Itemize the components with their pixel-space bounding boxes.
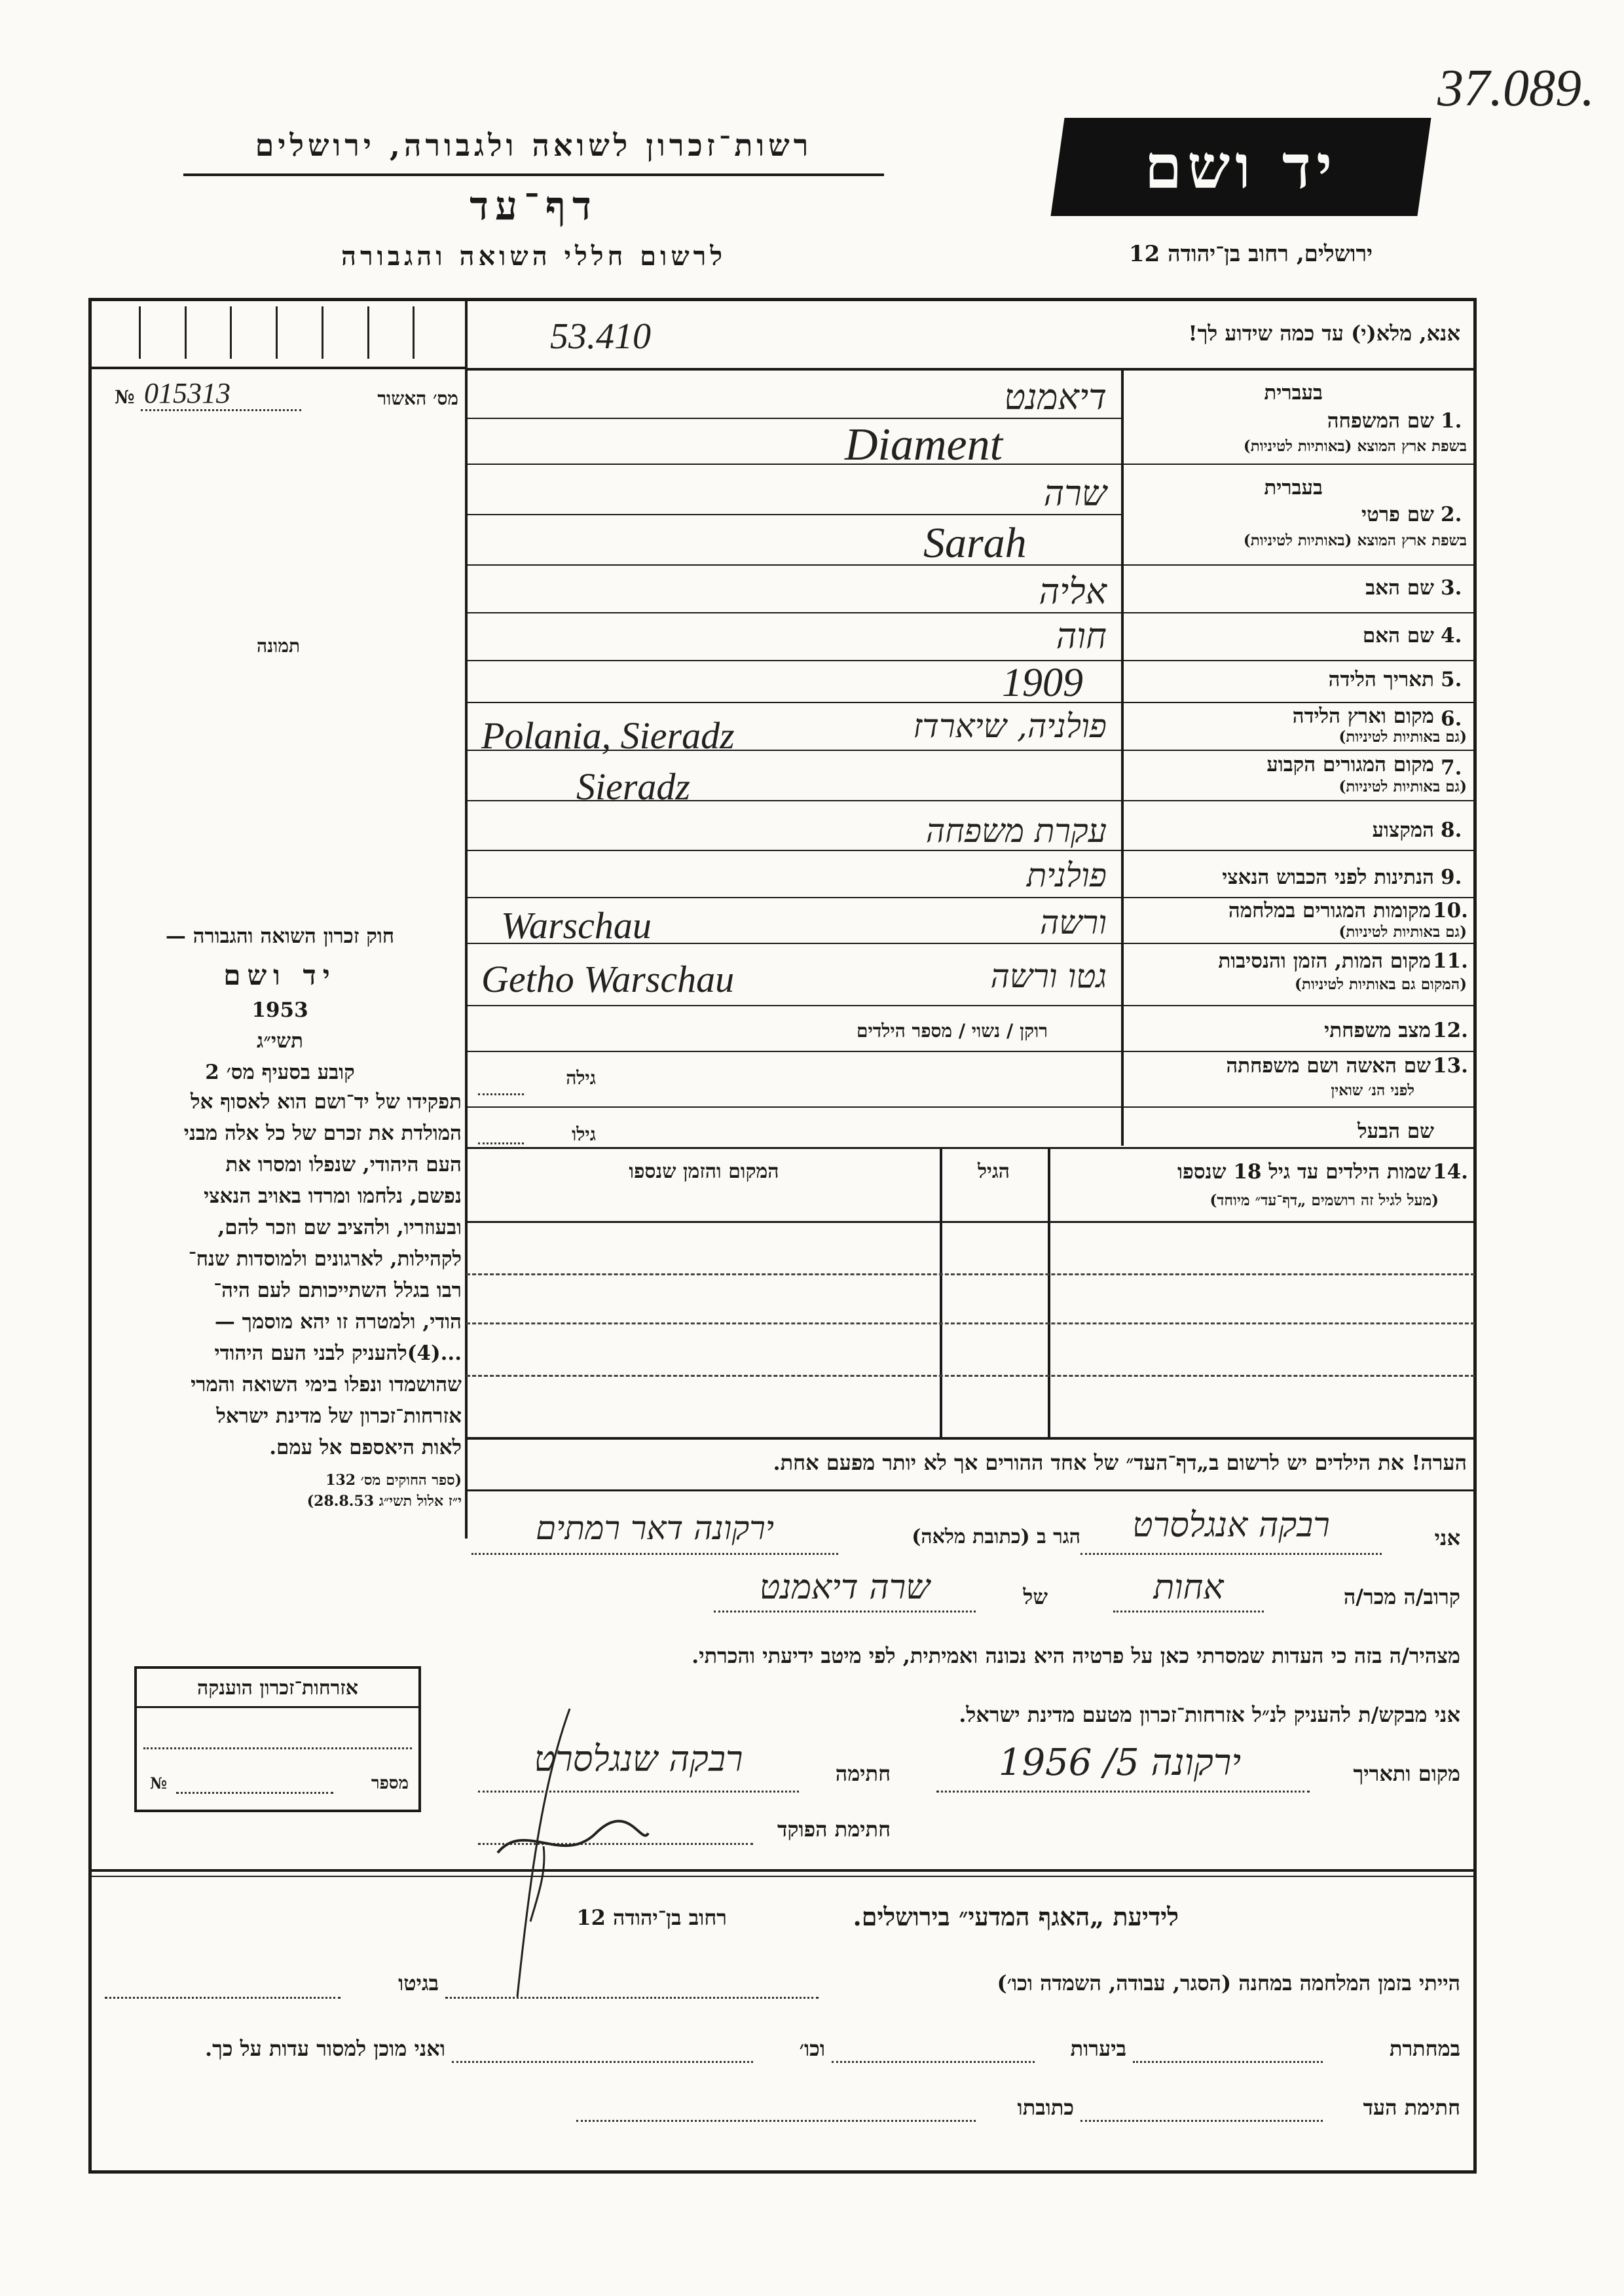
law-clause: קובע בסעיף מס׳ 2 (205, 1061, 355, 1084)
spouse-note: לפני הנ׳ שואין (1331, 1082, 1414, 1099)
citizenship-title: אזרחות־זכרון הוענקה (137, 1669, 418, 1708)
law-line: תפקידו של יד־ושם הוא לאסוף אל (191, 1090, 462, 1114)
children-note: (מעל לגיל זה רושמים „דף־עד״ מיוחד) (1209, 1192, 1439, 1209)
law-year: 1953 (251, 998, 308, 1022)
label-column-divider (1121, 370, 1124, 1146)
place-date-label: מקום ותאריך (1353, 1761, 1460, 1786)
value-residence-latin: Sieradz (576, 765, 690, 808)
underground-label: במחתרת (1389, 2036, 1460, 2061)
value-mother: חוה (1056, 615, 1107, 657)
form-left-border (88, 298, 92, 2174)
value-occupation: עקרת משפחה (925, 812, 1107, 850)
camp-line-label: הייתי בזמן המלחמה במחנה (הסגר, עבודה, השמדה וכו׳) (997, 1971, 1460, 1995)
address: ירושלים, רחוב בן־יהודה 12 (1128, 241, 1373, 267)
law-line: שהושמדו ונפלו בימי השואה והמרי (191, 1373, 462, 1396)
law-line: המולדת את זכרם של כל אלה מבני (183, 1121, 462, 1145)
value-first-name-latin: Sarah (923, 519, 1027, 567)
children-col-divider (1048, 1149, 1050, 1437)
approval-label: מס׳ האשור (377, 388, 458, 409)
latin-note: (גם באותיות לטיניות) (1338, 923, 1467, 941)
number-sign: № (150, 1774, 168, 1793)
label-last-name: שם המשפחה (1327, 409, 1434, 433)
latin-note: (גם באותיות לטיניות) (1338, 778, 1467, 795)
place-date: ירקונה 5/ 1956 (998, 1741, 1242, 1784)
origin-language-note: בשפת ארץ המוצא (באותיות לטיניות) (1243, 437, 1467, 455)
declaration-statement: מצהיר/ה בזה כי העדות שמסרתי כאן על פרטיה היא נכונה ואמיתית, לפי מיטב ידיעתי והכרתי. (692, 1643, 1460, 1668)
value-birth-date: 1909 (1002, 661, 1083, 705)
yad-vashem-logo (1050, 118, 1431, 216)
ghetto-label: בגיטו (398, 1971, 439, 1995)
relative-of: שרה דיאמנט (759, 1568, 931, 1607)
etc-label: וכו׳ (799, 2036, 825, 2061)
citizenship-box (134, 1666, 421, 1812)
label-spouse: שם האשה ושם משפחתה (1226, 1054, 1431, 1078)
age-female-label: גילה (566, 1067, 596, 1089)
law-line: העם היהודי, שנפלו ומסרו את (225, 1153, 462, 1176)
ready-to-testify: ואני מוכן למסור עדות על כך. (204, 2036, 445, 2061)
forests-label: ביערות (1070, 2036, 1126, 2061)
declaration-request: אני מבקש/ת להעניק לנ״ל אזרחות־זכרון מטעם מדינת ישראל. (959, 1702, 1460, 1727)
number-sign: № (115, 386, 135, 408)
reference-number: 53.410 (550, 316, 651, 357)
bottom-address: רחוב בן־יהודה 12 (576, 1905, 727, 1930)
law-line: אזרחות־זכרון של מדינת ישראל (216, 1404, 462, 1428)
hebrew-label: בעברית (1264, 381, 1323, 405)
value-birth-place-hebrew: פולניה, שיארדז (913, 707, 1107, 745)
signature: רבקה שנגלסרט (534, 1738, 743, 1779)
form-subtitle: לרשום חללי השואה והגבורה (341, 241, 727, 272)
children-col-divider (940, 1149, 942, 1437)
law-line: לקהילות, לארגונים ולמוסדות שנח־ (188, 1247, 462, 1271)
declarant-address: ירקונה דאר רמתים (536, 1509, 774, 1547)
authority-name: רשות־זכרון לשואה ולגבורה, ירושלים (255, 128, 813, 163)
officer-signature-label: חתימת הפוקד (777, 1817, 891, 1842)
place-latin-note: (המקום גם באותיות לטיניות) (1295, 975, 1467, 993)
bottom-title: לידיעת „האגף המדעי״ בירושלים. (853, 1902, 1179, 1931)
label-occupation: המקצוע (1372, 818, 1434, 842)
form-bottom-border (88, 2170, 1477, 2174)
label-war-residence: מקומות המגורים במלחמה (1228, 899, 1431, 922)
age-male-label: גילו (572, 1123, 596, 1145)
law-reference: י״ז אלול תשי״ג 28.8.53) (306, 1493, 462, 1510)
children-header: שמות הילדים עד גיל 18 שנספו (1177, 1160, 1431, 1184)
logo-text: יד ושם (1144, 132, 1338, 202)
label-death: מקום המות, הזמן והנסיבות (1218, 949, 1431, 973)
child-age-header: הגיל (977, 1160, 1010, 1183)
photo-label: תמונה (256, 635, 301, 657)
value-last-name-latin: Diament (845, 420, 1003, 470)
witness-signature-label: חתימת העד (1363, 2095, 1460, 2120)
value-death-latin: Getho Warschau (481, 958, 735, 1000)
latin-note: (גם באותיות לטיניות) (1338, 728, 1467, 746)
label-birth-date: תאריך הלידה (1328, 668, 1434, 691)
law-name: יד ושם (223, 959, 337, 991)
approval-box-strip (95, 306, 458, 359)
value-birth-place-latin: Polania, Sieradz (481, 714, 735, 757)
value-first-name-hebrew: שרה (1043, 473, 1107, 514)
pen-stroke (504, 1702, 583, 2003)
law-title: חוק זכרון השואה והגבורה — (165, 924, 395, 948)
hebrew-label: בעברית (1264, 476, 1323, 500)
label-birth-place: מקום וארץ הלידה (1292, 704, 1434, 728)
law-year-hebrew: תשי״ג (257, 1029, 303, 1053)
relation: אחות (1153, 1568, 1224, 1607)
decl-of-label: של (1023, 1584, 1048, 1609)
declarant-name: רבקה אנגלסרט (1132, 1506, 1330, 1545)
law-line: לאות היאספם אל עמם. (269, 1436, 462, 1459)
label-father: שם האב (1365, 576, 1434, 600)
decl-resides-label: הגר ב (כתובת מלאה) (912, 1525, 1080, 1548)
label-nationality: הנתינות לפני הכבוש הנאצי (1222, 866, 1434, 889)
law-reference: (ספר החוקים מס׳ 132 (325, 1472, 462, 1489)
left-column-divider (465, 298, 468, 1539)
form-title: דף־עד (470, 183, 598, 229)
value-death-hebrew: גטו ורשה (990, 957, 1107, 995)
law-line: נפשם, נלחמו ומרדו באויב הנאצי (204, 1184, 462, 1208)
law-line: ובעוזריו, ולהציב שם וזכר להם, (217, 1216, 462, 1239)
law-line: ...(4)להעניק לבני העם היהודי (214, 1341, 462, 1365)
approval-number: 015313 (144, 377, 231, 409)
child-place-header: המקום והזמן שנספו (629, 1160, 779, 1183)
label-husband: שם הבעל (1357, 1120, 1434, 1143)
file-number: 37.089. (1437, 60, 1595, 117)
marital-options: רוקן / נשוי / מספר הילדים (856, 1020, 1048, 1042)
decl-i: אני (1434, 1525, 1460, 1550)
children-note-remark: הערה! את הילדים יש לרשום ב„דף־העד״ של אחד ההורים אך לא יותר מפעם אחת. (773, 1450, 1467, 1475)
value-father: אליה (1039, 571, 1107, 612)
law-line: הודי, ולמטרה זו יהא מוסמך — (214, 1310, 462, 1334)
label-marital: מצב משפחתי (1324, 1019, 1431, 1042)
form-top-border (88, 298, 1477, 301)
law-line: רבו בגלל השתייכותם לעם היה־ (213, 1279, 462, 1302)
value-nationality: פולנית (1026, 856, 1107, 894)
value-war-residence-hebrew: ורשה (1039, 903, 1107, 941)
value-last-name-hebrew: דיאמנט (1004, 376, 1107, 418)
citizenship-number-label: מספר (371, 1774, 409, 1793)
witness-address-label: כתובתו (1017, 2095, 1074, 2120)
value-war-residence-latin: Warschau (501, 904, 652, 947)
decl-relative-label: קרוב/ה מכר/ה (1343, 1584, 1460, 1609)
label-mother: שם האם (1362, 624, 1434, 647)
label-residence: מקום המגורים הקבוע (1266, 753, 1434, 776)
label-first-name: שם פרטי (1361, 503, 1434, 526)
origin-language-note: בשפת ארץ המוצא (באותיות לטיניות) (1243, 532, 1467, 549)
form-right-border (1473, 298, 1477, 2174)
fill-prompt: אנא, מלא(י) עד כמה שידוע לך! (1188, 321, 1460, 346)
signature-label: חתימה (835, 1761, 891, 1786)
